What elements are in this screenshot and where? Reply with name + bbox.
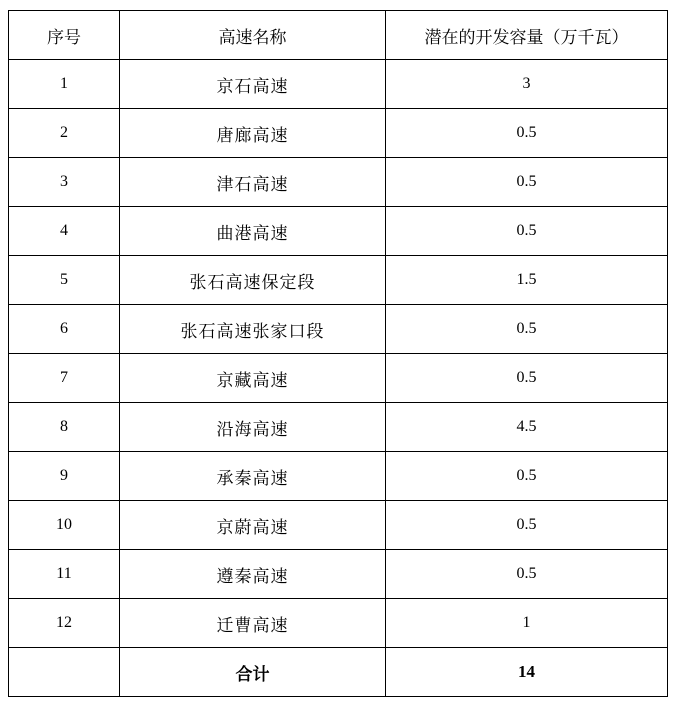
row-highway-name: 津石高速 [120,158,386,207]
row-highway-name: 遵秦高速 [120,550,386,599]
row-highway-name: 曲港高速 [120,207,386,256]
row-highway-name: 沿海高速 [120,403,386,452]
row-highway-name: 唐廊高速 [120,109,386,158]
total-capacity: 14 [386,648,668,697]
row-index: 8 [9,403,120,452]
row-capacity: 0.5 [386,158,668,207]
table-row [9,599,668,648]
row-capacity: 1 [386,599,668,648]
header-capacity: 潜在的开发容量（万千瓦） [386,11,668,60]
row-index: 6 [9,305,120,354]
row-index: 5 [9,256,120,305]
row-index: 3 [9,158,120,207]
row-index: 10 [9,501,120,550]
table-header-row [9,11,668,60]
row-capacity: 0.5 [386,354,668,403]
table-row [9,158,668,207]
row-index: 4 [9,207,120,256]
row-capacity: 0.5 [386,452,668,501]
table-row [9,354,668,403]
row-capacity: 0.5 [386,501,668,550]
table-row [9,256,668,305]
row-highway-name: 承秦高速 [120,452,386,501]
row-capacity: 0.5 [386,305,668,354]
table-row [9,109,668,158]
total-row [9,648,668,697]
row-highway-name: 京蔚高速 [120,501,386,550]
row-index: 12 [9,599,120,648]
header-highway-name: 高速名称 [120,11,386,60]
table-row [9,60,668,109]
table-row [9,452,668,501]
row-capacity: 0.5 [386,550,668,599]
row-highway-name: 张石高速张家口段 [120,305,386,354]
row-index: 2 [9,109,120,158]
table-row [9,305,668,354]
row-capacity: 4.5 [386,403,668,452]
row-highway-name: 京石高速 [120,60,386,109]
table-row [9,501,668,550]
header-index: 序号 [9,11,120,60]
total-index [9,648,120,697]
capacity-table [8,10,668,697]
row-capacity: 0.5 [386,109,668,158]
row-highway-name: 迁曹高速 [120,599,386,648]
table-row [9,207,668,256]
table-row [9,403,668,452]
total-label: 合计 [120,648,386,697]
row-capacity: 0.5 [386,207,668,256]
table-row [9,550,668,599]
row-index: 9 [9,452,120,501]
row-index: 7 [9,354,120,403]
row-highway-name: 京藏高速 [120,354,386,403]
row-index: 1 [9,60,120,109]
row-index: 11 [9,550,120,599]
row-capacity: 3 [386,60,668,109]
row-highway-name: 张石高速保定段 [120,256,386,305]
row-capacity: 1.5 [386,256,668,305]
